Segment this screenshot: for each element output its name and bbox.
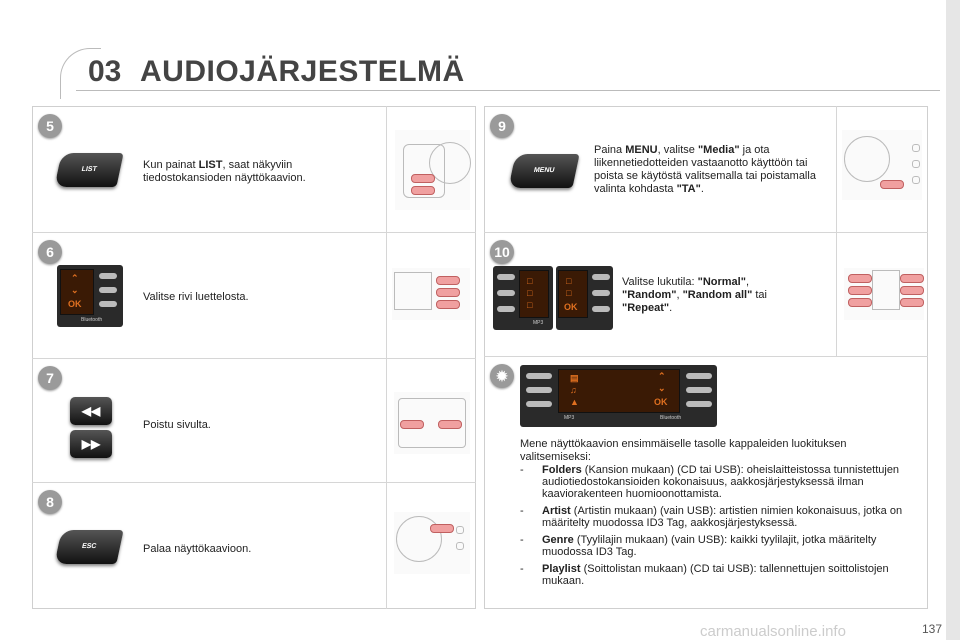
note-icon: ♫ bbox=[570, 385, 577, 395]
step-6-text: Valitse rivi luettelosta. bbox=[143, 291, 249, 303]
page-edge-strip bbox=[946, 0, 960, 640]
esc-button[interactable]: ESC bbox=[54, 530, 123, 564]
category-screen bbox=[520, 365, 717, 427]
ok-label-10: OK bbox=[564, 302, 578, 312]
step-5-text: Kun painat LIST, saat näkyviin tiedostokansioden näyttökaavion. bbox=[143, 159, 306, 184]
ok-label: OK bbox=[68, 299, 82, 309]
list-item: - Artist (Artistin mukaan) (vain USB): artistien nimien kokonaisuus, jotka on määritelty muodossa ID3 Tag, aakkosjärjestyksessä. bbox=[520, 505, 903, 529]
bluetooth-label-tip: Bluetooth bbox=[660, 415, 682, 421]
category-list bbox=[520, 464, 920, 592]
step-5-thumbnail bbox=[395, 130, 470, 210]
up-chevron-icon: ⌃ bbox=[71, 273, 79, 283]
step-7-text: Poistu sivulta. bbox=[143, 419, 211, 431]
left-divider-2 bbox=[32, 358, 476, 359]
step-6-screen bbox=[57, 265, 123, 327]
chapter-title: AUDIOJÄRJESTELMÄ bbox=[140, 55, 465, 88]
left-divider-1 bbox=[32, 232, 476, 233]
fast-forward-button[interactable] bbox=[70, 430, 112, 458]
step-6-thumbnail bbox=[392, 268, 470, 320]
header-rule bbox=[76, 90, 940, 91]
settings-badge bbox=[490, 364, 514, 388]
list-button[interactable]: LIST bbox=[54, 153, 123, 187]
step-9-badge: 9 bbox=[490, 114, 514, 138]
step-10-badge: 10 bbox=[490, 240, 514, 264]
list-item: - Genre (Tyylilajin mukaan) (vain USB): kaikki tyylilajit, jotka määritelty muodossa ID3 Tag. bbox=[520, 534, 877, 558]
left-divider-3 bbox=[32, 482, 476, 483]
folder-icon: ▤ bbox=[570, 373, 579, 383]
up-chevron-icon: ⌃ bbox=[658, 371, 666, 381]
down-chevron-icon: ⌄ bbox=[71, 285, 79, 295]
right-thumb-divider bbox=[836, 106, 837, 356]
intro-text: Mene näyttökaavion ensimmäiselle tasolle kappaleiden luokituksen valitsemiseksi: bbox=[520, 438, 847, 463]
bluetooth-label: Bluetooth bbox=[81, 317, 103, 323]
step-10-screen-left: □ □ □ MP3 bbox=[493, 266, 553, 330]
step-10-thumbnail bbox=[844, 268, 924, 320]
step-8-thumbnail bbox=[394, 512, 470, 574]
watermark: carmanualsonline.info bbox=[700, 623, 846, 640]
down-chevron-icon: ⌄ bbox=[658, 383, 666, 393]
step-7-thumbnail bbox=[394, 392, 470, 454]
step-7-badge: 7 bbox=[38, 366, 62, 390]
right-divider-2 bbox=[484, 356, 928, 357]
list-item: - Folders (Kansion mukaan) (CD tai USB): oheislaitteistossa tunnistettujen audiotiedostokansioiden kokonaisuus, aakkosjärjestyksessä ilman kaaviorakenteen huomioonottamista. bbox=[520, 464, 900, 500]
step-8-text: Palaa näyttökaavioon. bbox=[143, 543, 252, 555]
artist-icon: ▲ bbox=[570, 397, 579, 407]
rewind-icon: ◀◀ bbox=[81, 404, 101, 418]
step-10-text: Valitse lukutila: "Normal", "Random", "Random all" tai "Repeat". bbox=[622, 276, 767, 314]
page-number: 137 bbox=[921, 622, 942, 636]
menu-button[interactable]: MENU bbox=[508, 154, 579, 188]
list-item: - Playlist (Soittolistan mukaan) (CD tai USB): tallennettujen soittolistojen mukaan. bbox=[520, 563, 889, 587]
ok-label-tip: OK bbox=[654, 397, 668, 407]
right-divider-1 bbox=[484, 232, 928, 233]
step-5-badge: 5 bbox=[38, 114, 62, 138]
step-6-badge: 6 bbox=[38, 240, 62, 264]
step-9-thumbnail bbox=[842, 130, 922, 200]
fast-forward-icon: ▶▶ bbox=[81, 437, 101, 451]
mp3-label-left: MP3 bbox=[533, 320, 544, 326]
chapter-number: 03 bbox=[88, 55, 122, 88]
step-8-badge: 8 bbox=[38, 490, 62, 514]
mp3-label: MP3 bbox=[564, 415, 575, 421]
step-10-screen-right: □ □ OK bbox=[556, 266, 613, 330]
rewind-button[interactable] bbox=[70, 397, 112, 425]
gear-icon: ✹ bbox=[496, 368, 508, 384]
step-9-text: Paina MENU, valitse "Media" ja ota liikennetiedotteiden vastaanotto käyttöön tai poista se käytöstä valitsemalla tai poistamalla valinta kohdasta "TA". bbox=[594, 144, 816, 195]
